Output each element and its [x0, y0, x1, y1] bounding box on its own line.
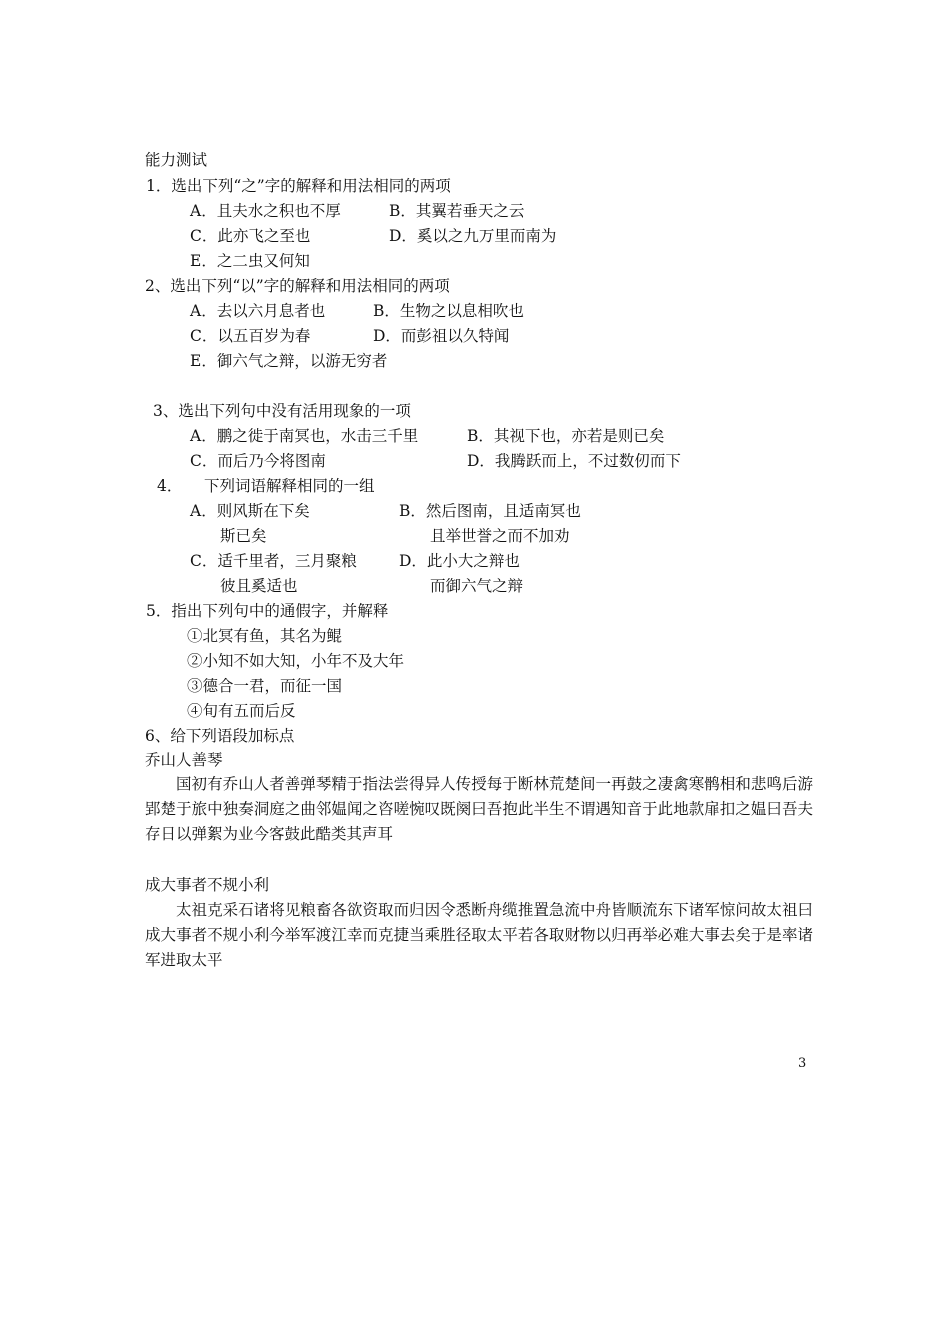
- passage1-title: 乔山人善琴: [145, 751, 223, 769]
- q2-stem: 2、选出下列“以”字的解释和用法相同的两项: [145, 277, 450, 295]
- q3-option-a: A．鹏之徙于南冥也，水击三千里: [190, 427, 419, 445]
- q5-item: ①北冥有鱼，其名为鲲: [187, 627, 343, 645]
- q2-option-d: D．而彭祖以久特闻: [373, 327, 510, 345]
- q4-stem: 下列词语解释相同的一组: [204, 477, 375, 495]
- q1-option-c: C．此亦飞之至也: [190, 227, 311, 245]
- q4-option-a-line2: 斯已矣: [220, 527, 267, 545]
- q3-option-c: C．而后乃今将图南: [190, 452, 326, 470]
- q2-option-a: A．去以六月息者也: [190, 302, 326, 320]
- q5-item: ④旬有五而后反: [187, 702, 296, 720]
- q5-stem: 5．指出下列句中的通假字，并解释: [146, 602, 389, 620]
- q1-option-e: E．之二虫又何知: [190, 252, 310, 270]
- passage2-title: 成大事者不规小利: [145, 876, 270, 894]
- q4-option-c-line1: C．适千里者，三月聚粮: [190, 552, 357, 570]
- page-number: 3: [798, 1056, 807, 1071]
- q6-stem: 6、给下列语段加标点: [145, 727, 295, 745]
- q3-option-d: D．我腾跃而上，不过数仞而下: [467, 452, 681, 470]
- q3-stem: 3、选出下列句中没有活用现象的一项: [153, 402, 411, 420]
- q5-item: ③德合一君，而征一国: [187, 677, 343, 695]
- q4-option-a-line1: A．则风斯在下矣: [190, 502, 310, 520]
- q4-option-b-line1: B．然后图南，且适南冥也: [399, 502, 581, 520]
- q1-option-b: B．其翼若垂天之云: [389, 202, 525, 220]
- q5-item: ②小知不如大知，小年不及大年: [187, 652, 405, 670]
- q1-stem: 1．选出下列“之”字的解释和用法相同的两项: [146, 177, 451, 195]
- q1-option-a: A．且夫水之积也不厚: [190, 202, 341, 220]
- q4-option-d-line1: D．此小大之辩也: [399, 552, 520, 570]
- passage2-text: 太祖克采石诸将见粮畜各欲资取而归因令悉断舟缆推置急流中舟皆顺流东下诸军惊问故太祖曰成大事者不规小利今举军渡江幸而克捷当乘胜径取太平若各取财物以归再举必难大事去矣于是率诸军进取太平: [145, 901, 813, 969]
- q1-option-d: D．奚以之九万里而南为: [389, 227, 557, 245]
- q4-option-c-line2: 彼且奚适也: [220, 577, 298, 595]
- q2-option-c: C．以五百岁为春: [190, 327, 311, 345]
- q4-option-b-line2: 且举世誉之而不加劝: [430, 527, 570, 545]
- q2-option-e: E．御六气之辩，以游无穷者: [190, 352, 388, 370]
- page-title: 能力测试: [145, 151, 208, 169]
- q4-option-d-line2: 而御六气之辩: [430, 577, 524, 595]
- q4-number: 4．: [157, 477, 183, 495]
- q2-option-b: B．生物之以息相吹也: [373, 302, 524, 320]
- q3-option-b: B．其视下也，亦若是则已矣: [467, 427, 665, 445]
- passage1-text: 国初有乔山人者善弹琴精于指法尝得异人传授每于断林荒楚间一再鼓之凄禽寒鹘相和悲鸣后游郢楚于旅中独奏洞庭之曲邻媪闻之咨嗟惋叹既阕曰吾抱此半生不谓遇知音于此地款扉扣之媪曰吾夫存日以弹絮为业今客鼓此酷类其声耳: [145, 775, 813, 843]
